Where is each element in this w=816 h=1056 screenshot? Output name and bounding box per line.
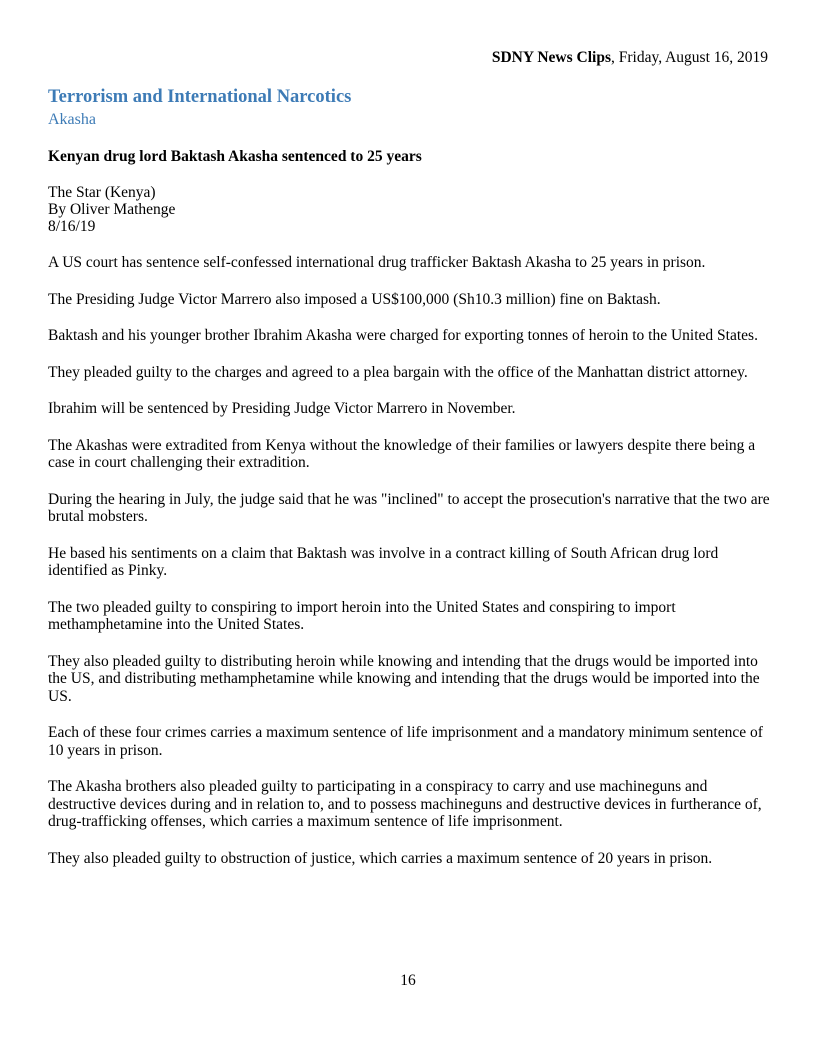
article-byline: By Oliver Mathenge [48, 201, 176, 218]
article-source: The Star (Kenya) [48, 184, 156, 201]
subsection-heading: Akasha [48, 111, 96, 128]
article-paragraph: They pleaded guilty to the charges and agreed to a plea bargain with the office of the Manhattan district attorney. [48, 363, 748, 381]
article-paragraph: A US court has sentence self-confessed international drug trafficker Baktash Akasha to 25 years in prison. [48, 254, 706, 271]
article-paragraph: The Presiding Judge Victor Marrero also imposed a US$100,000 (Sh10.3 million) fine on Baktash. [48, 290, 661, 308]
article-paragraph: Each of these four crimes carries a maximum sentence of life imprisonment and a mandatory minimum sentence of 10 years in prison. [48, 724, 763, 759]
article-paragraph: Baktash and his younger brother Ibrahim Akasha were charged for exporting tonnes of heroin to the United States. [48, 327, 758, 344]
page-number: 16 [400, 972, 416, 989]
article-headline: Kenyan drug lord Baktash Akasha sentenced to 25 years [48, 148, 422, 165]
article-body [48, 254, 770, 867]
article-paragraph: The Akasha brothers also pleaded guilty to participating in a conspiracy to carry and use machineguns and destructive devices during and in relation to, and to possess machineguns and destructive devices in furtherance of, drug-trafficking offenses, which carries a maximum sentence of life imprisonment. [48, 778, 762, 830]
article-paragraph: Ibrahim will be sentenced by Presiding Judge Victor Marrero in November. [48, 400, 516, 417]
article-paragraph: They also pleaded guilty to obstruction of justice, which carries a maximum sentence of 20 years in prison. [48, 849, 713, 867]
header-date: , Friday, August 16, 2019 [610, 49, 768, 66]
article-paragraph: During the hearing in July, the judge said that he was "inclined" to accept the prosecution's narrative that the two are brutal mobsters. [48, 490, 770, 525]
page-header [492, 48, 768, 68]
article-meta [48, 184, 770, 235]
page-content [48, 86, 770, 867]
section-heading: Terrorism and International Narcotics [48, 87, 352, 107]
publication-name: SDNY News Clips [491, 49, 611, 66]
article-paragraph: They also pleaded guilty to distributing heroin while knowing and intending that the drugs would be imported into the US, and distributing methamphetamine while knowing and intending that the drugs would be imported into the US. [48, 652, 760, 705]
article-paragraph: The two pleaded guilty to conspiring to import heroin into the United States and conspiring to import methamphetamine into the United States. [48, 598, 676, 633]
article-date: 8/16/19 [48, 218, 96, 235]
article-paragraph: The Akashas were extradited from Kenya without the knowledge of their families or lawyers despite there being a case in court challenging their extradition. [48, 436, 756, 471]
article-paragraph: He based his sentiments on a claim that Baktash was involve in a contract killing of South African drug lord identified as Pinky. [48, 544, 719, 579]
